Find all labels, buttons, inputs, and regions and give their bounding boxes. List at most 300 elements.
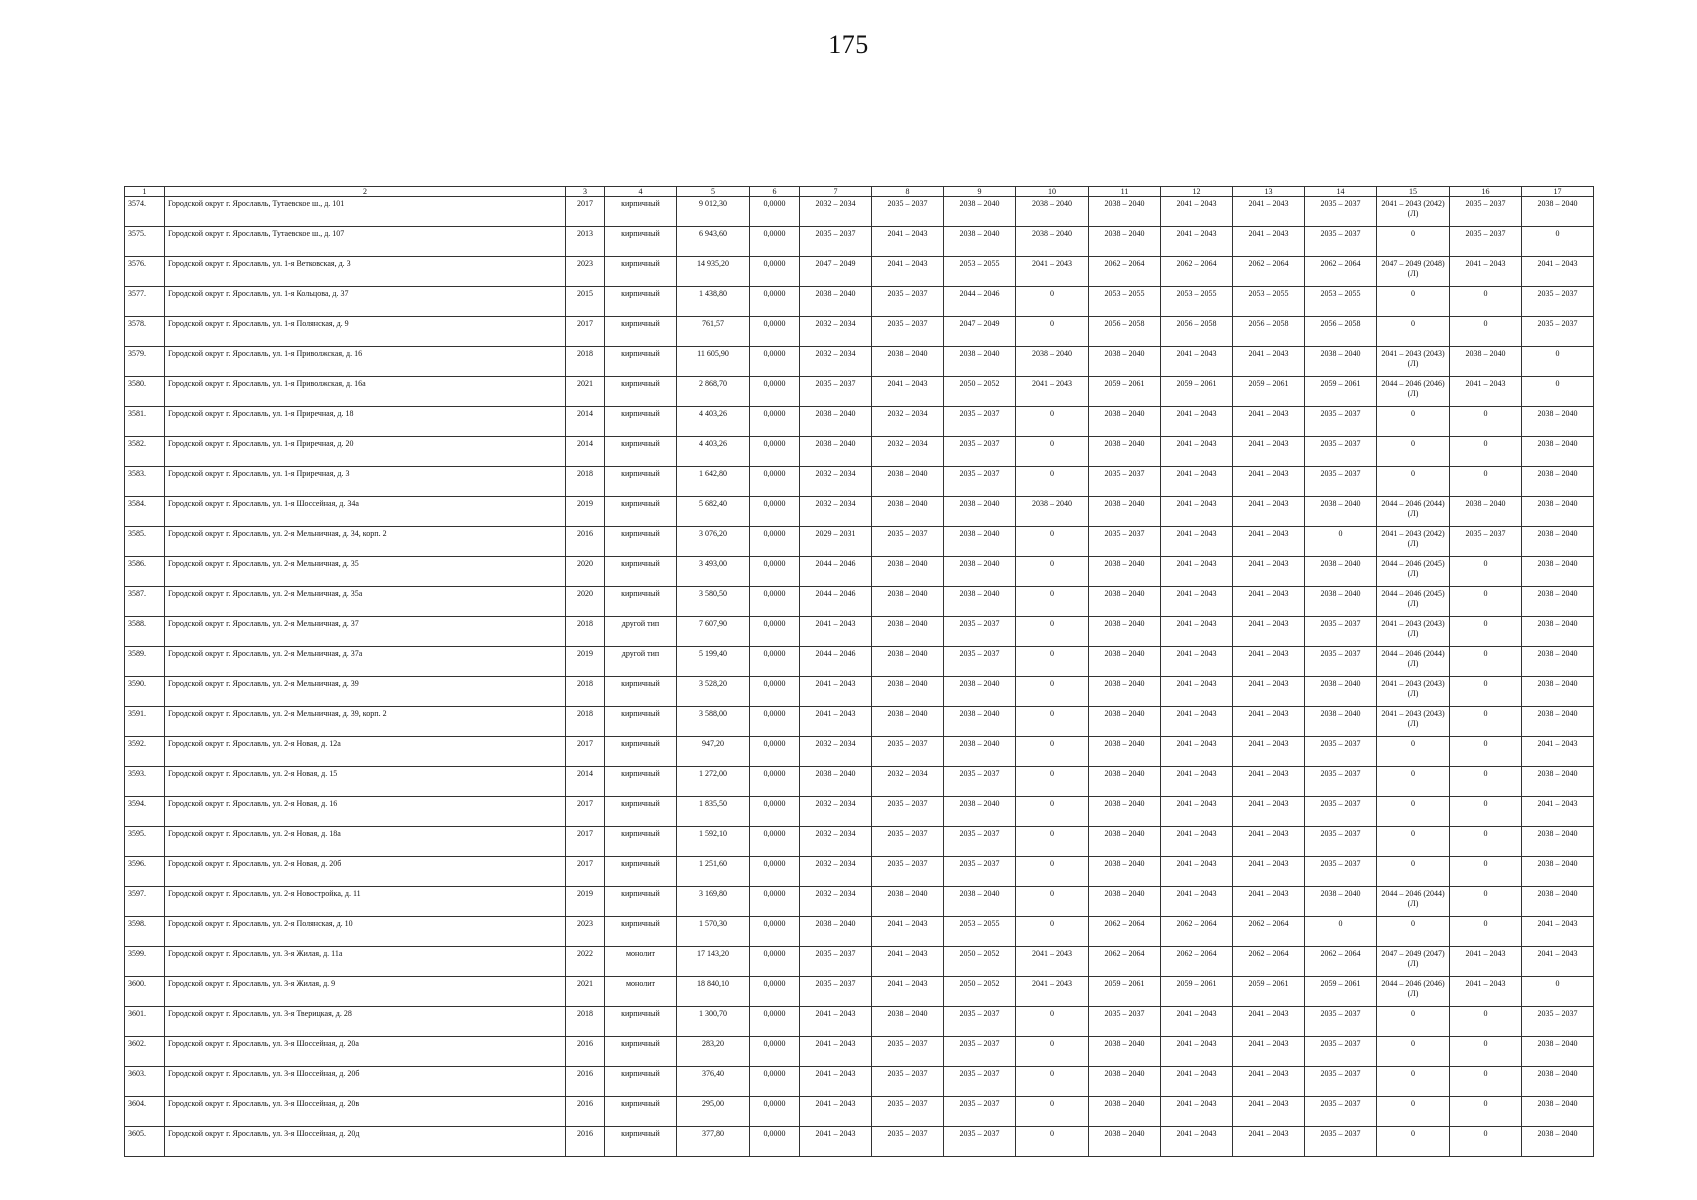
table-cell: 0	[1450, 677, 1522, 707]
table-cell: 2041 – 2043	[1161, 1067, 1233, 1097]
table-cell: 0	[1016, 437, 1089, 467]
table-cell: другой тип	[605, 647, 677, 677]
table-cell: 0	[1450, 437, 1522, 467]
table-cell: 0	[1016, 857, 1089, 887]
table-cell: 0	[1450, 707, 1522, 737]
table-cell: Городской округ г. Ярославль, ул. 3-я Жилая, д. 11а	[165, 947, 566, 977]
table-cell: 2038 – 2040	[872, 707, 944, 737]
table-cell: 0	[1377, 917, 1450, 947]
table-cell: 2041 – 2043	[800, 707, 872, 737]
table-cell: кирпичный	[605, 1097, 677, 1127]
table-cell: 3585.	[125, 527, 165, 557]
table-cell: 2041 – 2043	[1233, 617, 1305, 647]
table-cell: 2035 – 2037	[1450, 227, 1522, 257]
table-cell: 2038 – 2040	[1089, 737, 1161, 767]
table-cell: Городской округ г. Ярославль, ул. 2-я Мельничная, д. 39	[165, 677, 566, 707]
table-cell: 2053 – 2055	[944, 257, 1016, 287]
table-cell: 0	[1450, 917, 1522, 947]
table-row	[125, 737, 1594, 767]
table-cell: 0	[1522, 347, 1594, 377]
table-cell: 3576.	[125, 257, 165, 287]
table-cell: 0,0000	[750, 647, 800, 677]
table-cell: 2038 – 2040	[1522, 617, 1594, 647]
column-header: 5	[677, 187, 750, 197]
table-cell: 2014	[566, 437, 605, 467]
table-body	[125, 197, 1594, 1157]
table-cell: Городской округ г. Ярославль, ул. 2-я Новая, д. 20б	[165, 857, 566, 887]
table-cell: 2041 – 2043 (2043) (Л)	[1377, 707, 1450, 737]
column-header: 10	[1016, 187, 1089, 197]
table-cell: 2014	[566, 767, 605, 797]
table-cell: 2062 – 2064	[1089, 947, 1161, 977]
table-cell: 2038 – 2040	[872, 497, 944, 527]
table-cell: 3598.	[125, 917, 165, 947]
table-cell: Городской округ г. Ярославль, ул. 2-я Новая, д. 12а	[165, 737, 566, 767]
table-cell: 2041 – 2043	[1233, 707, 1305, 737]
column-header: 8	[872, 187, 944, 197]
table-cell: 2062 – 2064	[1089, 257, 1161, 287]
table-cell: 0	[1450, 467, 1522, 497]
table-cell: 0,0000	[750, 257, 800, 287]
table-cell: 2038 – 2040	[1522, 827, 1594, 857]
column-header: 4	[605, 187, 677, 197]
table-cell: 0,0000	[750, 467, 800, 497]
table-cell: кирпичный	[605, 257, 677, 287]
table-row	[125, 287, 1594, 317]
table-cell: Городской округ г. Ярославль, ул. 2-я Мельничная, д. 35а	[165, 587, 566, 617]
table-cell: 2016	[566, 527, 605, 557]
table-cell: 2038 – 2040	[1305, 587, 1377, 617]
table-cell: 2015	[566, 287, 605, 317]
table-cell: 2035 – 2037	[1305, 437, 1377, 467]
table-cell: 0	[1016, 1067, 1089, 1097]
table-cell: 3582.	[125, 437, 165, 467]
table-row	[125, 917, 1594, 947]
table-cell: 2038 – 2040	[1450, 347, 1522, 377]
table-cell: 2038 – 2040	[1305, 677, 1377, 707]
table-cell: кирпичный	[605, 1007, 677, 1037]
table-cell: 2035 – 2037	[800, 227, 872, 257]
table-cell: 2062 – 2064	[1161, 917, 1233, 947]
table-cell: 2041 – 2043	[1161, 767, 1233, 797]
table-cell: 2019	[566, 887, 605, 917]
table-cell: 0,0000	[750, 557, 800, 587]
table-cell: 2053 – 2055	[1089, 287, 1161, 317]
table-cell: кирпичный	[605, 887, 677, 917]
table-cell: 0	[1016, 887, 1089, 917]
table-cell: 2044 – 2046 (2045) (Л)	[1377, 557, 1450, 587]
table-cell: 3599.	[125, 947, 165, 977]
table-cell: 2038 – 2040	[1522, 527, 1594, 557]
table-cell: 2041 – 2043	[1161, 587, 1233, 617]
table-cell: 0	[1450, 647, 1522, 677]
table-cell: 0	[1016, 707, 1089, 737]
table-cell: Городской округ г. Ярославль, ул. 2-я Новая, д. 16	[165, 797, 566, 827]
table-cell: 0	[1450, 1097, 1522, 1127]
table-cell: 2053 – 2055	[944, 917, 1016, 947]
table-cell: 0	[1016, 1097, 1089, 1127]
table-cell: Городской округ г. Ярославль, ул. 2-я Мельничная, д. 37а	[165, 647, 566, 677]
table-cell: 0	[1450, 587, 1522, 617]
table-cell: 3589.	[125, 647, 165, 677]
table-cell: кирпичный	[605, 737, 677, 767]
table-cell: 2041 – 2043	[1233, 737, 1305, 767]
table-cell: 2041 – 2043	[1161, 1007, 1233, 1037]
table-cell: 1 570,30	[677, 917, 750, 947]
table-cell: 2059 – 2061	[1089, 377, 1161, 407]
table-cell: 2062 – 2064	[1089, 917, 1161, 947]
table-row	[125, 767, 1594, 797]
table-cell: 2038 – 2040	[1089, 677, 1161, 707]
table-cell: кирпичный	[605, 407, 677, 437]
table-cell: 0	[1016, 527, 1089, 557]
table-cell: 2035 – 2037	[1305, 1127, 1377, 1157]
table-cell: 2056 – 2058	[1089, 317, 1161, 347]
table-cell: 2041 – 2043	[872, 977, 944, 1007]
table-cell: 0	[1016, 587, 1089, 617]
table-cell: Городской округ г. Ярославль, ул. 2-я Мельничная, д. 39, корп. 2	[165, 707, 566, 737]
column-header: 6	[750, 187, 800, 197]
table-cell: 2041 – 2043	[1450, 377, 1522, 407]
table-cell: кирпичный	[605, 677, 677, 707]
table-cell: 0	[1016, 677, 1089, 707]
table-cell: 2038 – 2040	[1089, 857, 1161, 887]
table-cell: 2018	[566, 707, 605, 737]
table-cell: 2038 – 2040	[1522, 557, 1594, 587]
table-cell: 1 835,50	[677, 797, 750, 827]
table-cell: 2035 – 2037	[944, 437, 1016, 467]
table-cell: 2038 – 2040	[944, 737, 1016, 767]
table-cell: 2032 – 2034	[800, 797, 872, 827]
table-cell: кирпичный	[605, 227, 677, 257]
table-cell: 0	[1016, 467, 1089, 497]
table-cell: 2038 – 2040	[1016, 497, 1089, 527]
table-cell: 2032 – 2034	[872, 407, 944, 437]
table-cell: 2059 – 2061	[1161, 977, 1233, 1007]
table-cell: 2035 – 2037	[1089, 467, 1161, 497]
table-cell: 2038 – 2040	[1089, 1097, 1161, 1127]
table-cell: 3591.	[125, 707, 165, 737]
table-cell: 0,0000	[750, 317, 800, 347]
table-cell: 283,20	[677, 1037, 750, 1067]
table-cell: 2020	[566, 587, 605, 617]
table-row	[125, 197, 1594, 227]
table-cell: 2041 – 2043	[1233, 1067, 1305, 1097]
table-cell: 0,0000	[750, 287, 800, 317]
table-cell: 18 840,10	[677, 977, 750, 1007]
table-cell: 2018	[566, 677, 605, 707]
table-cell: Городской округ г. Ярославль, ул. 2-я Мельничная, д. 34, корп. 2	[165, 527, 566, 557]
table-cell: 2035 – 2037	[1305, 1067, 1377, 1097]
table-cell: Городской округ г. Ярославль, Тутаевское ш., д. 101	[165, 197, 566, 227]
table-cell: 2021	[566, 977, 605, 1007]
table-cell: 2023	[566, 257, 605, 287]
table-cell: 2041 – 2043	[1161, 1037, 1233, 1067]
table-cell: Городской округ г. Ярославль, ул. 2-я Мельничная, д. 37	[165, 617, 566, 647]
table-cell: 0	[1377, 1007, 1450, 1037]
column-header: 3	[566, 187, 605, 197]
table-cell: 2018	[566, 467, 605, 497]
table-cell: 2041 – 2043	[1233, 527, 1305, 557]
table-cell: 7 607,90	[677, 617, 750, 647]
table-cell: другой тип	[605, 617, 677, 647]
table-cell: 2038 – 2040	[1089, 437, 1161, 467]
table-row	[125, 587, 1594, 617]
table-row	[125, 707, 1594, 737]
table-cell: 2038 – 2040	[1305, 347, 1377, 377]
table-cell: 2035 – 2037	[1305, 227, 1377, 257]
table-cell: 5 682,40	[677, 497, 750, 527]
table-cell: 2041 – 2043	[1161, 227, 1233, 257]
table-cell: 2038 – 2040	[800, 287, 872, 317]
table-cell: 2041 – 2043	[1233, 827, 1305, 857]
table-cell: 2062 – 2064	[1233, 917, 1305, 947]
table-cell: 2035 – 2037	[1305, 1037, 1377, 1067]
table-cell: 2041 – 2043	[1522, 947, 1594, 977]
table-cell: 2044 – 2046 (2045) (Л)	[1377, 587, 1450, 617]
table-cell: 3594.	[125, 797, 165, 827]
table-cell: 2035 – 2037	[944, 1007, 1016, 1037]
table-cell: 2038 – 2040	[1089, 347, 1161, 377]
table-row	[125, 317, 1594, 347]
table-cell: 2041 – 2043	[1161, 557, 1233, 587]
table-cell: монолит	[605, 977, 677, 1007]
table-cell: 0	[1450, 857, 1522, 887]
table-cell: 377,80	[677, 1127, 750, 1157]
page-number: 175	[828, 30, 869, 59]
table-cell: 2035 – 2037	[944, 857, 1016, 887]
table-cell: 2038 – 2040	[800, 437, 872, 467]
table-cell: 17 143,20	[677, 947, 750, 977]
table-cell: 2035 – 2037	[1305, 857, 1377, 887]
table-cell: 0,0000	[750, 707, 800, 737]
table-cell: 2059 – 2061	[1161, 377, 1233, 407]
table-cell: 0	[1016, 797, 1089, 827]
table-cell: 2041 – 2043	[1161, 197, 1233, 227]
table-row	[125, 827, 1594, 857]
table-cell: 2038 – 2040	[1522, 767, 1594, 797]
table-row	[125, 437, 1594, 467]
table-cell: 3583.	[125, 467, 165, 497]
table-cell: 3578.	[125, 317, 165, 347]
table-cell: 0	[1450, 827, 1522, 857]
table-cell: 5 199,40	[677, 647, 750, 677]
table-cell: 2035 – 2037	[872, 737, 944, 767]
table-cell: 2035 – 2037	[944, 1127, 1016, 1157]
table-cell: 2041 – 2043	[1233, 767, 1305, 797]
table-cell: 2038 – 2040	[872, 647, 944, 677]
table-cell: 2038 – 2040	[1522, 437, 1594, 467]
table-cell: 2035 – 2037	[1305, 617, 1377, 647]
table-cell: Городской округ г. Ярославль, ул. 1-я Приречная, д. 20	[165, 437, 566, 467]
table-cell: 2044 – 2046 (2044) (Л)	[1377, 497, 1450, 527]
table-cell: Городской округ г. Ярославль, ул. 1-я Шоссейная, д. 34а	[165, 497, 566, 527]
table-cell: 2059 – 2061	[1233, 977, 1305, 1007]
table-cell: 3600.	[125, 977, 165, 1007]
table-cell: 2038 – 2040	[1522, 497, 1594, 527]
table-cell: 2035 – 2037	[872, 287, 944, 317]
table-cell: 0	[1450, 887, 1522, 917]
table-cell: 2041 – 2043	[1233, 227, 1305, 257]
table-cell: 2038 – 2040	[1522, 1127, 1594, 1157]
table-cell: 2038 – 2040	[1089, 227, 1161, 257]
table-cell: 0	[1450, 287, 1522, 317]
table-cell: 0	[1377, 227, 1450, 257]
table-cell: 2041 – 2043	[800, 1127, 872, 1157]
table-cell: 2032 – 2034	[800, 497, 872, 527]
table-cell: кирпичный	[605, 527, 677, 557]
table-cell: 2041 – 2043	[1233, 1127, 1305, 1157]
table-cell: 2035 – 2037	[1305, 737, 1377, 767]
table-cell: 2023	[566, 917, 605, 947]
table-cell: 2032 – 2034	[800, 827, 872, 857]
table-row	[125, 557, 1594, 587]
table-cell: 0,0000	[750, 1067, 800, 1097]
table-cell: 0,0000	[750, 497, 800, 527]
table-row	[125, 887, 1594, 917]
table-cell: 2035 – 2037	[1305, 467, 1377, 497]
table-cell: 0,0000	[750, 767, 800, 797]
table-cell: 2038 – 2040	[1089, 647, 1161, 677]
table-cell: 2018	[566, 617, 605, 647]
table-cell: 2035 – 2037	[1305, 1007, 1377, 1037]
table-cell: 2041 – 2043	[1016, 377, 1089, 407]
table-cell: 0,0000	[750, 1127, 800, 1157]
table-cell: 2038 – 2040	[1450, 497, 1522, 527]
table-cell: Городской округ г. Ярославль, ул. 2-я Новая, д. 15	[165, 767, 566, 797]
table-cell: 0	[1377, 1127, 1450, 1157]
table-cell: 2050 – 2052	[944, 977, 1016, 1007]
header-row	[125, 187, 1594, 197]
table-cell: 2038 – 2040	[872, 1007, 944, 1037]
table-cell: 2041 – 2043	[1233, 1097, 1305, 1127]
table-cell: 2041 – 2043	[1522, 797, 1594, 827]
column-header: 15	[1377, 187, 1450, 197]
table-cell: 0	[1016, 1037, 1089, 1067]
table-cell: 0	[1305, 527, 1377, 557]
table-cell: кирпичный	[605, 377, 677, 407]
table-cell: 0,0000	[750, 377, 800, 407]
table-cell: кирпичный	[605, 557, 677, 587]
table-cell: 2038 – 2040	[872, 677, 944, 707]
table-cell: 2041 – 2043	[1522, 257, 1594, 287]
table-cell: 0,0000	[750, 1097, 800, 1127]
table-cell: 2038 – 2040	[1016, 197, 1089, 227]
table-cell: 0	[1450, 617, 1522, 647]
table-row	[125, 347, 1594, 377]
table-cell: 3 528,20	[677, 677, 750, 707]
table-cell: 0	[1305, 917, 1377, 947]
table-cell: 3603.	[125, 1067, 165, 1097]
table-cell: 2041 – 2043	[1016, 977, 1089, 1007]
table-cell: 4 403,26	[677, 437, 750, 467]
table-cell: 2044 – 2046	[800, 587, 872, 617]
table-cell: 2041 – 2043	[800, 1097, 872, 1127]
table-cell: 2035 – 2037	[1522, 1007, 1594, 1037]
table-row	[125, 497, 1594, 527]
column-header: 1	[125, 187, 165, 197]
table-cell: 2041 – 2043	[1522, 917, 1594, 947]
table-cell: 3602.	[125, 1037, 165, 1067]
table-cell: 2032 – 2034	[800, 467, 872, 497]
table-cell: 2014	[566, 407, 605, 437]
table-cell: 2041 – 2043	[872, 947, 944, 977]
table-cell: 2047 – 2049 (2047) (Л)	[1377, 947, 1450, 977]
table-cell: 2041 – 2043	[1233, 797, 1305, 827]
table-cell: 0	[1377, 467, 1450, 497]
table-cell: Городской округ г. Ярославль, ул. 1-я Приволжская, д. 16	[165, 347, 566, 377]
table-cell: 0,0000	[750, 1007, 800, 1037]
table-cell: 2038 – 2040	[1522, 1067, 1594, 1097]
table-cell: 2035 – 2037	[944, 647, 1016, 677]
table-cell: 3579.	[125, 347, 165, 377]
table-cell: 2038 – 2040	[1089, 1037, 1161, 1067]
table-cell: 0	[1377, 797, 1450, 827]
table-cell: 2013	[566, 227, 605, 257]
table-cell: Городской округ г. Ярославль, Тутаевское ш., д. 107	[165, 227, 566, 257]
table-cell: 947,20	[677, 737, 750, 767]
table-row	[125, 1127, 1594, 1157]
table-cell: 2035 – 2037	[1450, 527, 1522, 557]
table-cell: Городской округ г. Ярославль, ул. 1-я Полянская, д. 9	[165, 317, 566, 347]
table-cell: 2035 – 2037	[944, 1067, 1016, 1097]
table-cell: 2017	[566, 797, 605, 827]
table-cell: 2038 – 2040	[1522, 467, 1594, 497]
table-cell: 2038 – 2040	[1089, 587, 1161, 617]
table-cell: 2038 – 2040	[872, 467, 944, 497]
table-cell: кирпичный	[605, 767, 677, 797]
table-cell: 2038 – 2040	[1522, 407, 1594, 437]
table-cell: кирпичный	[605, 587, 677, 617]
table-row	[125, 677, 1594, 707]
table-cell: 2016	[566, 1067, 605, 1097]
table-cell: 0,0000	[750, 857, 800, 887]
table-cell: 295,00	[677, 1097, 750, 1127]
table-cell: 2053 – 2055	[1305, 287, 1377, 317]
table-cell: 2035 – 2037	[872, 317, 944, 347]
table-cell: 6 943,60	[677, 227, 750, 257]
table-cell: Городской округ г. Ярославль, ул. 2-я Новостройка, д. 11	[165, 887, 566, 917]
table-cell: 2038 – 2040	[1522, 197, 1594, 227]
table-cell: 0	[1450, 767, 1522, 797]
table-cell: 0,0000	[750, 437, 800, 467]
table-cell: 2041 – 2043	[1161, 857, 1233, 887]
table-cell: 1 300,70	[677, 1007, 750, 1037]
table-cell: 2041 – 2043	[1233, 587, 1305, 617]
table-cell: 0,0000	[750, 797, 800, 827]
table-cell: 0	[1450, 557, 1522, 587]
table-cell: 0	[1522, 377, 1594, 407]
table-cell: 2038 – 2040	[1522, 647, 1594, 677]
table-cell: 2035 – 2037	[872, 197, 944, 227]
table-cell: Городской округ г. Ярославль, ул. 2-я Новая, д. 18а	[165, 827, 566, 857]
table-row	[125, 797, 1594, 827]
table-cell: 3586.	[125, 557, 165, 587]
table-cell: 3588.	[125, 617, 165, 647]
column-header: 16	[1450, 187, 1522, 197]
table-cell: 2038 – 2040	[872, 587, 944, 617]
table-cell: 2038 – 2040	[1089, 767, 1161, 797]
table-cell: 2041 – 2043	[1161, 437, 1233, 467]
table-cell: 2041 – 2043	[872, 377, 944, 407]
table-cell: 2050 – 2052	[944, 377, 1016, 407]
table-cell: 2041 – 2043	[1016, 947, 1089, 977]
table-cell: 2044 – 2046 (2046) (Л)	[1377, 377, 1450, 407]
table-cell: 2038 – 2040	[944, 707, 1016, 737]
table-cell: 3581.	[125, 407, 165, 437]
table-cell: Городской округ г. Ярославль, ул. 1-я Кольцова, д. 37	[165, 287, 566, 317]
table-cell: 2038 – 2040	[872, 347, 944, 377]
